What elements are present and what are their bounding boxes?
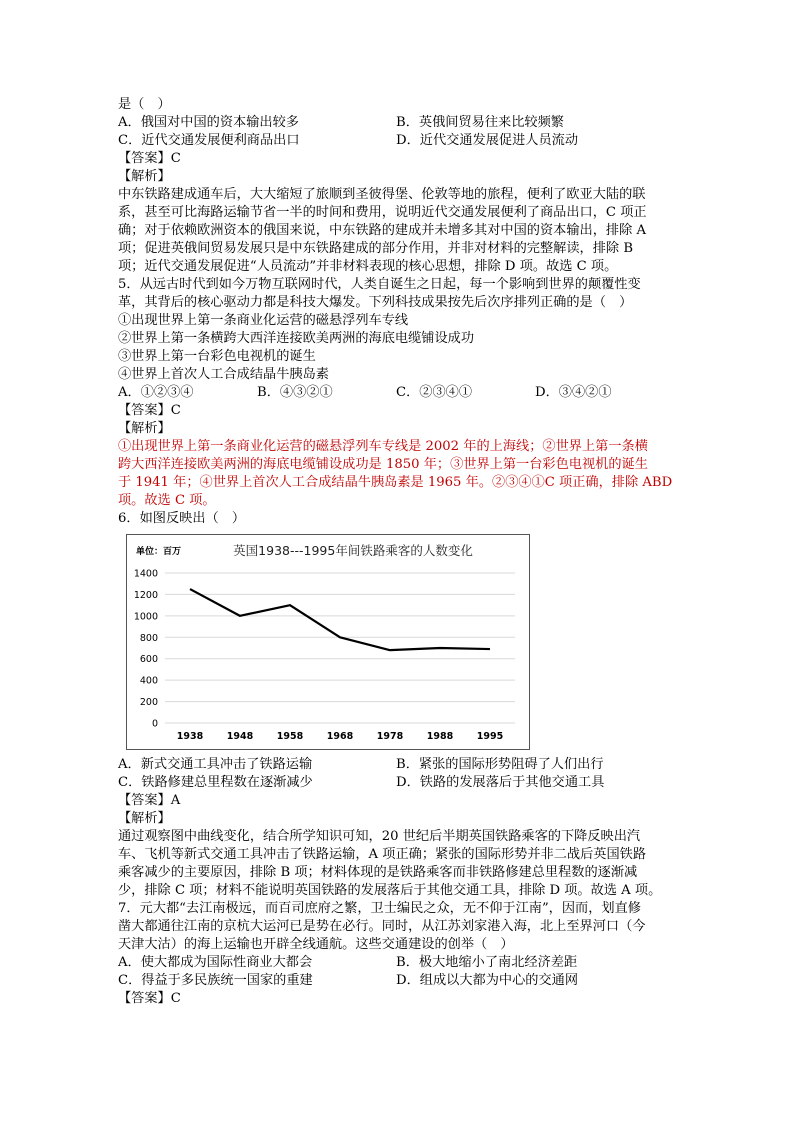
q7-options-row-1 [118,954,678,972]
q6-option-c[interactable]: C．铁路修建总里程数在逐渐减少 [118,775,313,790]
q4-analysis-label: 【解析】 [118,169,171,184]
q6-analysis-line: 少，排除 C 项；材料不能说明英国铁路的发展落后于其他交通工具，排除 D 项。故选 A 项。 [118,883,662,898]
q4-analysis-line: 中东铁路建成通车后，大大缩短了旅顺到圣彼得堡、伦敦等地的旅程，便利了欧亚大陆的联 [118,187,646,202]
q7-stem [118,900,678,954]
q7-stem-line: 凿大都通往江南的京杭大运河已是势在必行。同时，从江苏刘家港入海，北上至界河口（今 [118,919,646,934]
q4-option-d[interactable]: D．近代交通发展促进人员流动 [396,133,579,148]
q6-option-b[interactable]: B．紧张的国际形势阻碍了人们出行 [396,757,604,772]
series-line [190,589,490,650]
x-tick-label: 1988 [426,731,454,742]
y-tick-label: 400 [139,675,158,687]
q4-option-c[interactable]: C．近代交通发展便利商品出口 [118,133,300,148]
q6-analysis-label: 【解析】 [118,811,171,826]
q7-option-d[interactable]: D．组成以大都为中心的交通网 [396,973,579,988]
x-tick-label: 1948 [226,731,254,742]
q5-options-row [118,384,678,402]
q7-answer: 【答案】C [118,991,181,1006]
q5-stem [118,276,678,312]
q7-stem-line: 天津大沽）的海上运输也开辟全线通航。这些交通建设的创举（ ） [118,937,514,952]
q5-analysis-line: 跨大西洋连接欧美两洲的海底电缆铺设成功是 1850 年；③世界上第一台彩色电视机的诞生 [118,457,648,472]
q4-analysis-line: 系，甚至可比海路运输节省一半的时间和费用，说明近代交通发展便利了商品出口，C 项正 [118,205,647,220]
q4-analysis [118,186,678,276]
q5-stem-line: 5．从远古时代到如今万物互联网时代，人类自诞生之日起，每一个影响到世界的颠覆性变 [118,277,641,292]
q4-stem-end: 是（ ） [118,97,171,112]
q6-analysis-line: 通过观察图中曲线变化，结合所学知识可知，20 世纪后半期英国铁路乘客的下降反映出汽 [118,829,641,844]
q4-answer: 【答案】C [118,151,181,166]
q6-options-row-2 [118,774,678,792]
q5-item-2: ②世界上第一条横跨大西洋连接欧美两洲的海底电缆铺设成功 [118,331,475,346]
q6-option-a[interactable]: A．新式交通工具冲击了铁路运输 [118,757,313,772]
q6-option-d[interactable]: D．铁路的发展落后于其他交通工具 [396,775,605,790]
y-tick-label: 800 [139,632,158,644]
q4-analysis-line: 项；促进英俄间贸易发展只是中东铁路建成的部分作用，并非对材料的完整解读，排除 B [118,241,634,256]
q6-analysis-line: 车、飞机等新式交通工具冲击了铁路运输，A 项正确；紧张的国际形势并非二战后英国铁路 [118,847,647,862]
q5-option-a[interactable]: A．①②③④ [118,385,194,400]
railway-passengers-chart [126,534,530,750]
q5-option-d[interactable]: D．③④②① [535,385,612,400]
q4-option-a[interactable]: A．俄国对中国的资本输出较多 [118,115,299,130]
q5-item-1: ①出现世界上第一条商业化运营的磁悬浮列车专线 [118,313,409,328]
q5-stem-line: 革，其背后的核心驱动力都是科技大爆发。下列科技成果按先后次序排列正确的是（ ） [118,295,633,310]
x-tick-label: 1958 [276,731,304,742]
y-tick-label: 600 [139,654,158,666]
q4-options-row-2 [118,132,678,150]
y-tick-label: 0 [151,718,158,730]
x-tick-label: 1995 [476,731,504,742]
chart-svg [127,535,529,749]
x-tick-label: 1978 [376,731,404,742]
document-page [118,96,678,1008]
q4-option-b[interactable]: B．英俄间贸易往来比较频繁 [396,115,564,130]
y-tick-label: 1000 [133,611,158,623]
x-tick-label: 1968 [326,731,354,742]
q5-item-3: ③世界上第一台彩色电视机的诞生 [118,349,316,364]
q6-answer: 【答案】A [118,793,181,808]
q5-analysis-label: 【解析】 [118,421,171,436]
q4-options-row-1 [118,114,678,132]
q7-option-c[interactable]: C．得益于多民族统一国家的重建 [118,973,313,988]
q5-analysis-line: 于 1941 年；④世界上首次人工合成结晶牛胰岛素是 1965 年。②③④①C 项正确，排除 ABD [118,475,673,490]
q6-analysis-line: 乘客减少的主要原因，排除 B 项；材料体现的是铁路乘客而非铁路修建总里程数的逐渐减 [118,865,638,880]
q5-option-b[interactable]: B．④③②① [257,385,333,400]
q7-options-row-2 [118,972,678,990]
q4-analysis-line: 项；近代交通发展促进“人员流动”并非材料表现的核心思想，排除 D 项。故选 C 项。 [118,259,618,274]
chart-unit-label: 单位：百万 [136,547,182,557]
q5-analysis [118,438,678,510]
q7-option-b[interactable]: B．极大地缩小了南北经济差距 [396,955,578,970]
q5-analysis-line: 项。故选 C 项。 [118,493,216,508]
y-tick-label: 1200 [133,589,158,601]
chart-title: 英国1938---1995年间铁路乘客的人数变化 [233,543,473,558]
y-tick-label: 200 [139,697,158,709]
q5-option-c[interactable]: C．②③④① [396,385,473,400]
q5-answer: 【答案】C [118,403,181,418]
y-tick-label: 1400 [133,568,158,580]
q6-analysis [118,828,678,900]
x-tick-label: 1938 [176,731,204,742]
q6-stem: 6．如图反映出（ ） [118,511,246,526]
q4-analysis-line: 确；对于依赖欧洲资本的俄国来说，中东铁路的建成并未增多其对中国的资本输出，排除 A [118,223,647,238]
q6-options-row-1 [118,756,678,774]
q5-item-4: ④世界上首次人工合成结晶牛胰岛素 [118,367,329,382]
q7-option-a[interactable]: A．使大都成为国际性商业大都会 [118,955,313,970]
q5-analysis-line: ①出现世界上第一条商业化运营的磁悬浮列车专线是 2002 年的上海线；②世界上第一条横 [118,439,648,454]
q7-stem-line: 7．元大都“去江南极远，而百司庶府之繁，卫士编民之众，无不仰于江南”，因而，划直修 [118,901,641,916]
